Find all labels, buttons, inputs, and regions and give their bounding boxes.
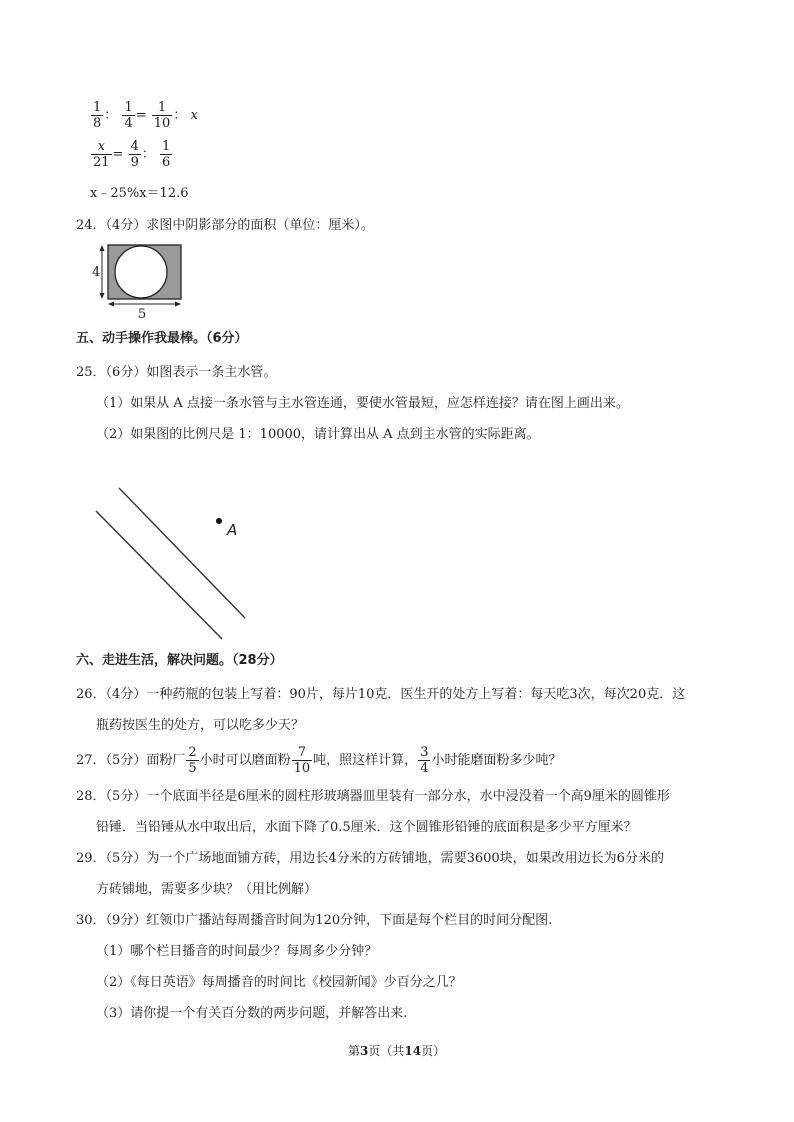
question-30-part-1: （1）哪个栏目播音的时间最少？每周多少分钟？ <box>96 944 378 959</box>
question-24: 24．（4分）求图中阴影部分的面积（单位：厘米）。 <box>76 218 374 233</box>
question-30: 30．（9分）红领巾广播站每周播音时间为120分钟，下面是每个栏目的时间分配图. <box>76 913 553 928</box>
shaded-area-figure <box>88 242 188 322</box>
page-footer: 第3页（共14页） <box>348 1044 446 1058</box>
total-pages: 14 <box>404 1044 422 1058</box>
fraction: $\frac{1}{6}$ <box>162 139 171 170</box>
point-a <box>216 518 222 524</box>
equation-3: x﹣25%x＝12.6 <box>90 186 189 201</box>
equation-1: $\frac{1}{8}$ ： $\frac{1}{4}$ = $\frac{1}{10}$ ： x <box>93 100 198 131</box>
question-26-line-1: 26．（4分）一种药瓶的包装上写着：90片，每片10克．医生开的处方上写着：每天吃3次，每次20克．这 <box>76 687 686 702</box>
fraction: $\frac{4}{9}$ <box>130 139 139 170</box>
fraction: $\frac{1}{8}$ <box>93 100 102 131</box>
section-6-heading: 六、走进生活，解决问题。（28分） <box>76 653 283 668</box>
fraction: $\frac{1}{4}$ <box>124 100 133 131</box>
page-number: 3 <box>360 1044 369 1058</box>
fraction: $\frac{x}{21}$ <box>93 139 110 170</box>
fraction: $\frac{2}{5}$ <box>188 745 197 776</box>
fraction: $\frac{3}{4}$ <box>420 745 429 776</box>
section-5-heading: 五、动手操作我最棒。（6分） <box>76 331 248 346</box>
question-27: 27．（5分）面粉厂 $\frac{2}{5}$ 小时可以磨面粉 $\frac{7}{10}$ 吨，照这样计算， $\frac{3}{4}$ 小时能磨面粉多少吨？ <box>76 745 562 776</box>
height-label: 4 <box>92 265 101 280</box>
question-29-line-2: 方砖铺地，需要多少块？（用比例解） <box>96 882 318 897</box>
question-25: 25．（6分）如图表示一条主水管。 <box>76 365 277 380</box>
question-25-part-2: （2）如果图的比例尺是 1：10000，请计算出从 A 点到主水管的实际距离。 <box>96 427 540 442</box>
white-circle <box>115 246 167 298</box>
question-25-part-1: （1）如果从 A 点接一条水管与主水管连通，要使水管最短，应怎样连接？请在图上画出来。 <box>96 396 629 411</box>
equation-2: $\frac{x}{21}$ = $\frac{4}{9}$ ： $\frac{1}{6}$ <box>93 139 171 170</box>
question-28-line-2: 铅锤．当铅锤从水中取出后，水面下降了0.5厘米．这个圆锥形铅锤的底面积是多少平方厘米？ <box>96 820 637 835</box>
fraction: $\frac{1}{10}$ <box>153 100 171 131</box>
fraction: $\frac{7}{10}$ <box>293 745 311 776</box>
question-29-line-1: 29．（5分）为一个广场地面铺方砖，用边长4分米的方砖铺地，需要3600块，如果改用边长为6分米的 <box>76 851 664 866</box>
question-30-part-2: （2）《每日英语》每周播音的时间比《校园新闻》少百分之几？ <box>96 975 462 990</box>
question-30-part-3: （3）请你提一个有关百分数的两步问题，并解答出来. <box>96 1006 408 1021</box>
width-label: 5 <box>138 307 147 322</box>
water-pipe-figure <box>90 480 260 650</box>
point-a-label: A <box>227 521 238 539</box>
question-28-line-1: 28．（5分）一个底面半径是6厘米的圆柱形玻璃器皿里装有一部分水，水中浸没着一个高9厘米的圆锥形 <box>76 789 670 804</box>
question-26-line-2: 瓶药按医生的处方，可以吃多少天？ <box>96 718 305 733</box>
